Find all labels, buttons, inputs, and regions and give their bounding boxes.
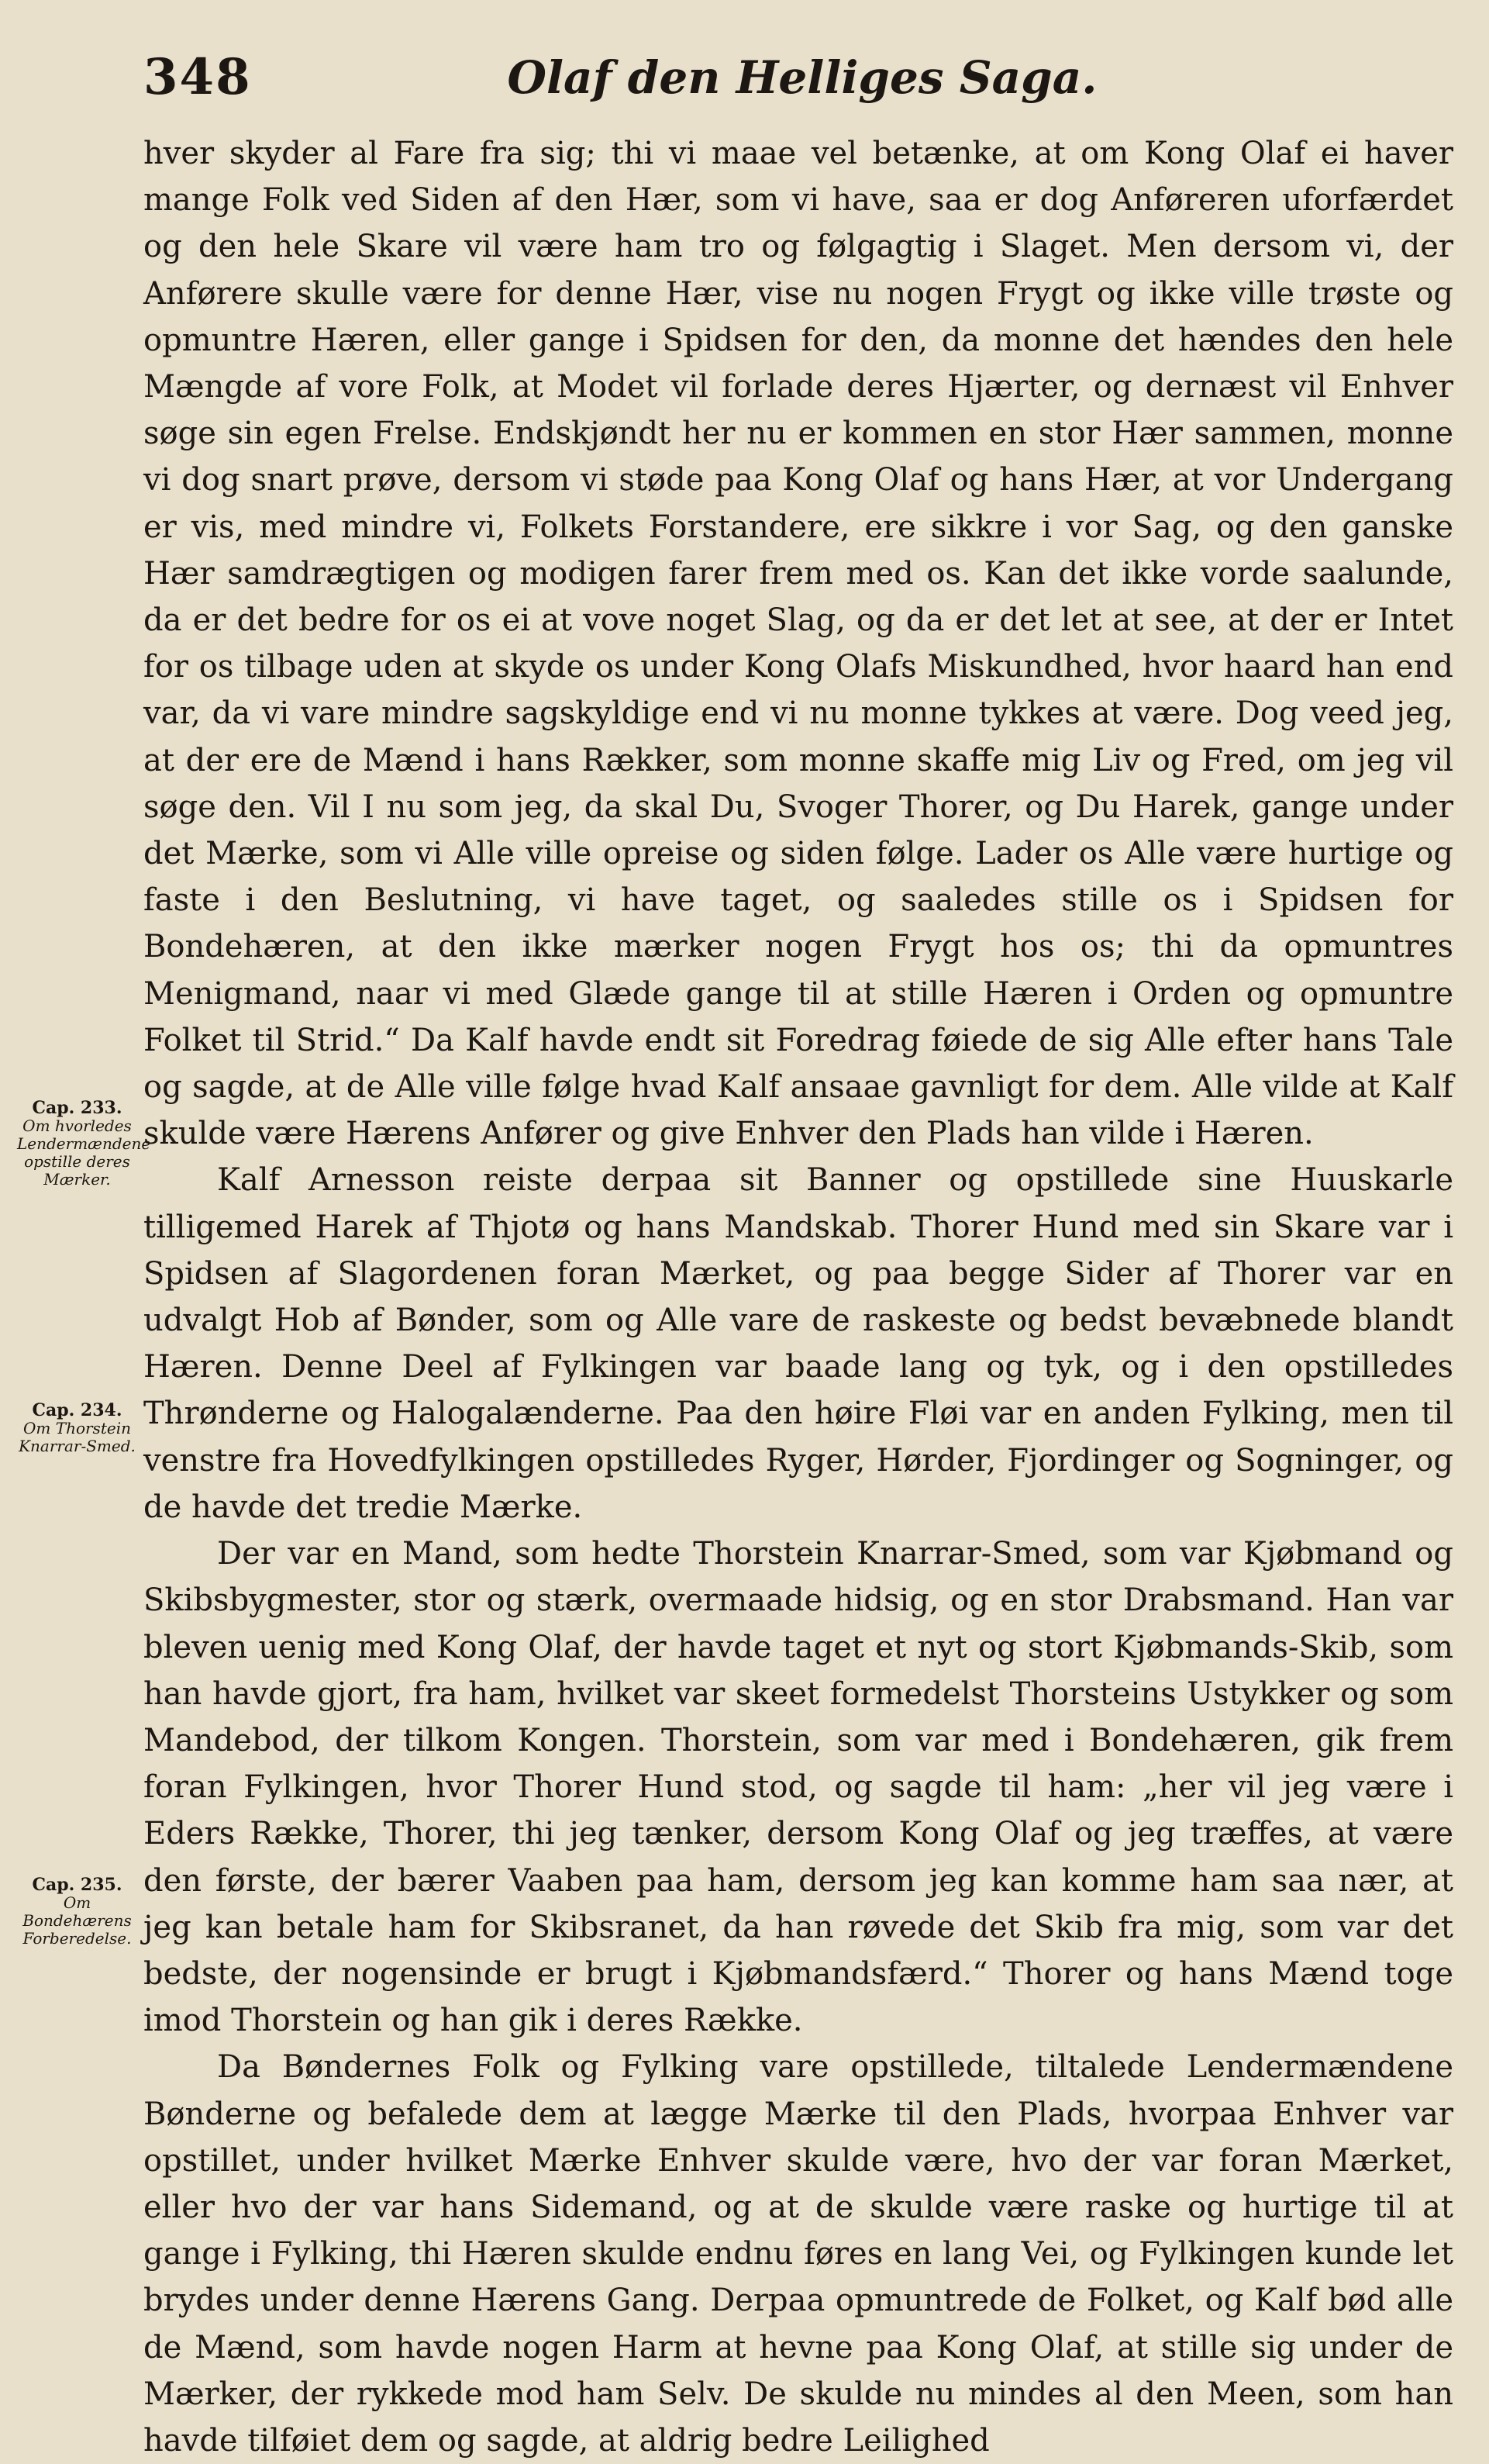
paragraph: Der var en Mand, som hedte Thorstein Knarrar-Smed, som var Kjøbmand og Skibsbygmester, stor og stærk, overmaade hidsig, og en stor Drabsmand. Han var bleven uenig med Kong Olaf, der havde taget et nyt og stort Kjøbmands-Skib, som han havde gjort, fra ham, hvilket var skeet formedelst Thorsteins Ustykker og som Mandebod, der tilkom Kongen. Thorstein, som var med i Bondehæren, gik frem foran Fylkingen, hvor Thorer Hund stod, og sagde til ham: „her vil jeg være i Eders Række, Thorer, thi jeg tænker, dersom Kong Olaf og jeg træffes, at være den første, der bærer Vaaben paa ham, dersom jeg kan komme ham saa nær, at jeg kan betale ham for Skibsranet, da han røvede det Skib fra mig, som var det bedste, der nogensinde er brugt i Kjøbmandsfærd.“ Thorer og hans Mænd toge imod Thorstein og han gik i deres Række. (143, 1536, 1453, 2039)
page-number: 348 (143, 48, 252, 106)
paragraph: hver skyder al Fare fra sig; thi vi maae vel betænke, at om Kong Olaf ei haver mange Folk ved Siden af den Hær, som vi have, saa er dog Anføreren uforfærdet og den hele Skare vil være ham tro og følgagtig i Slaget. Men dersom vi, der Anførere skulle være for denne Hær, vise nu nogen Frygt og ikke ville trøste og opmuntre Hæren, eller gange i Spidsen for den, da monne det hændes den hele Mængde af vore Folk, at Modet vil forlade deres Hjærter, og dernæst vil Enhver søge sin egen Frelse. Endskjøndt her nu er kommen en stor Hær sammen, monne vi dog snart prøve, dersom vi støde paa Kong Olaf og hans Hær, at vor Undergang er vis, med mindre vi, Folkets Forstandere, ere sikkre i vor Sag, og den ganske Hær samdrægtigen og modigen farer frem med os. Kan det ikke vorde saalunde, da er det bedre for os ei at vove noget Slag, og da er det let at see, at der er Intet for os tilbage uden at skyde os under Kong Olafs Miskundhed, hvor haard han end var, da vi vare mindre sagskyldige end vi nu monne tykkes at være. Dog veed jeg, at der ere de Mænd i hans Rækker, som monne skaffe mig Liv og Fred, om jeg vil søge den. Vil I nu som jeg, da skal Du, Svoger Thorer, og Du Harek, gange under det Mærke, som vi Alle ville opreise og siden følge. Lader os Alle være hurtige og faste i den Beslutning, vi have taget, og saaledes stille os i Spidsen for Bondehæren, at den ikke mærker nogen Frygt hos os; thi da opmuntres Menigmand, naar vi med Glæde gange til at stille Hæren i Orden og opmuntre Folket til Strid.“ Da Kalf havde endt sit Foredrag føiede de sig Alle efter hans Tale og sagde, at de Alle ville følge hvad Kalf ansaae gavnligt for dem. Alle vilde at Kalf skulde være Hærens Anfører og give Enhver den Plads han vilde i Hæren. (143, 136, 1453, 1152)
margin-note-text: Om Bondehærens Forberedelse. (22, 1893, 132, 1948)
paragraph: Da Bøndernes Folk og Fylking vare opstillede, tiltalede Lendermændene Bønderne og befalede dem at lægge Mærke til den Plads, hvorpaa Enhver var opstillet, under hvilket Mærke Enhver skulde være, hvo der var foran Mærket, eller hvo der var hans Sidemand, og at de skulde være raske og hurtige til at gange i Fylking, thi Hæren skulde endnu føres en lang Vei, og Fylkingen kunde let brydes under denne Hærens Gang. Derpaa opmuntrede de Folket, og Kalf bød alle de Mænd, som havde nogen Harm at hevne paa Kong Olaf, at stille sig under de Mærker, der rykkede mod ham Selv. De skulde nu mindes al den Meen, som han havde tilføiet dem og sagde, at aldrig bedre Leilighed (143, 2049, 1453, 2459)
body-text (143, 130, 1453, 2464)
page-header (143, 48, 1461, 118)
paragraph: Kalf Arnesson reiste derpaa sit Banner og opstillede sine Huuskarle tilligemed Harek af Thjotø og hans Mandskab. Thorer Hund med sin Skare var i Spidsen af Slagordenen foran Mærket, og paa begge Sider af Thorer var en udvalgt Hob af Bønder, som og Alle vare de raskeste og bedst bevæbnede blandt Hæren. Denne Deel af Fylkingen var baade lang og tyk, og i den opstilledes Thrønderne og Halogalænderne. Paa den høire Fløi var en anden Fylking, men til venstre fra Hovedfylkingen opstilledes Ryger, Hørder, Fjordinger og Sogninger, og de havde det tredie Mærke. (143, 1162, 1453, 1525)
margin-note (17, 1402, 137, 1455)
chapter-number: Cap. 234. (32, 1400, 122, 1420)
margin-note-text: Om hvorledes Lendermændene opstille deres Mærker. (17, 1116, 151, 1189)
margin-note (17, 1876, 137, 1948)
margin-note-text: Om Thorstein Knarrar-Smed. (19, 1419, 136, 1455)
margin-note (17, 1098, 151, 1189)
running-title: Olaf den Helliges Saga. (507, 51, 1098, 104)
chapter-number: Cap. 235. (32, 1875, 122, 1895)
chapter-number: Cap. 233. (32, 1098, 122, 1118)
